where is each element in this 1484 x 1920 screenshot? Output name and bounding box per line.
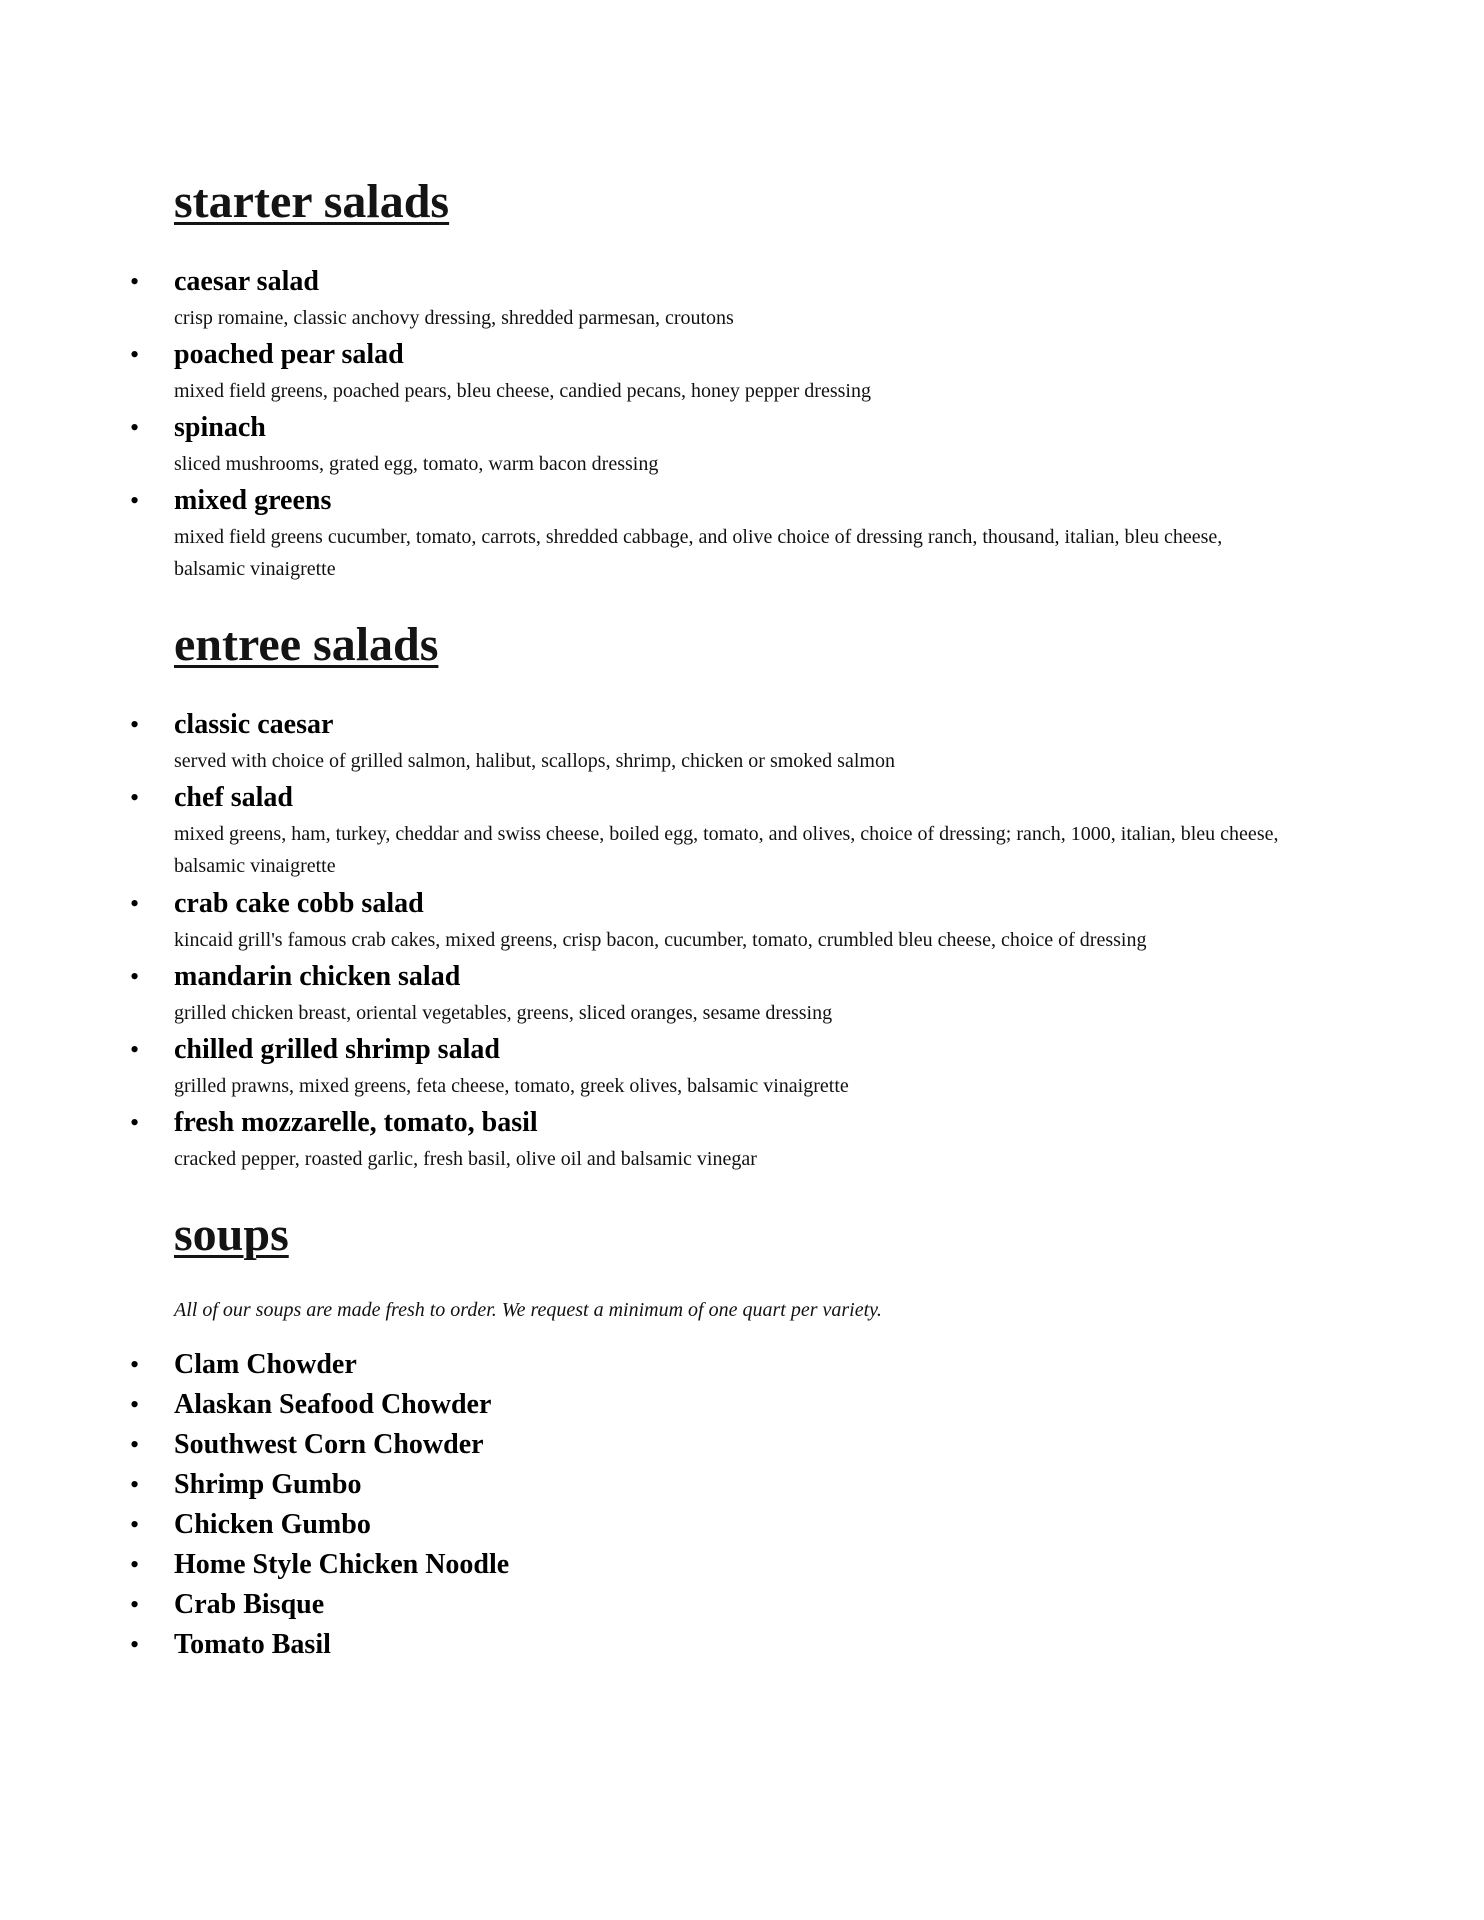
bullet-icon: • (130, 340, 140, 369)
list-item (0, 262, 1284, 335)
bullet-icon: • (130, 962, 140, 991)
item-name: Tomato Basil (174, 1629, 331, 1660)
item-name: caesar salad (174, 266, 319, 297)
item-description: kincaid grill's famous crab cakes, mixed greens, crisp bacon, cucumber, tomato, crumbled bleu cheese, choice of dressing (174, 929, 1147, 951)
bullet-icon: • (130, 1550, 140, 1579)
list-item (0, 1625, 1284, 1665)
item-name: Southwest Corn Chowder (174, 1429, 484, 1460)
item-name: Shrimp Gumbo (174, 1469, 362, 1500)
item-description: grilled chicken breast, oriental vegetables, greens, sliced oranges, sesame dressing (174, 1002, 833, 1024)
item-name: Crab Bisque (174, 1589, 325, 1620)
item-name: mixed greens (174, 485, 332, 516)
bullet-icon: • (130, 486, 140, 515)
bullet-icon: • (130, 413, 140, 442)
item-description: grilled prawns, mixed greens, feta cheese, tomato, greek olives, balsamic vinaigrette (174, 1075, 849, 1097)
bullet-icon: • (130, 1470, 140, 1499)
list-item (0, 778, 1284, 884)
bullet-icon: • (130, 1590, 140, 1619)
item-description: mixed field greens cucumber, tomato, carrots, shredded cabbage, and olive choice of dressing ranch, thousand, italian, bleu cheese, balsamic vinaigrette (174, 526, 1223, 580)
bullet-icon: • (130, 267, 140, 296)
list-item (0, 1465, 1284, 1505)
list-item (0, 1505, 1284, 1545)
bullet-icon: • (130, 1430, 140, 1459)
list-item (0, 335, 1284, 408)
item-name: poached pear salad (174, 339, 404, 370)
list-item (0, 1103, 1284, 1176)
item-description: cracked pepper, roasted garlic, fresh basil, olive oil and balsamic vinegar (174, 1148, 757, 1170)
list-item (0, 1545, 1284, 1585)
soups-note: All of our soups are made fresh to order. We request a minimum of one quart per variety. (174, 1299, 882, 1321)
starter-salads-list (0, 262, 1484, 586)
entree-salads-list (0, 705, 1484, 1176)
item-name: mandarin chicken salad (174, 961, 461, 992)
bullet-icon: • (130, 1350, 140, 1379)
soups-heading: soups (174, 1208, 289, 1261)
item-name: Chicken Gumbo (174, 1509, 371, 1540)
bullet-icon: • (130, 1390, 140, 1419)
list-item (0, 884, 1284, 957)
item-name: Clam Chowder (174, 1349, 357, 1380)
item-name: Alaskan Seafood Chowder (174, 1389, 492, 1420)
list-item (0, 1425, 1284, 1465)
bullet-icon: • (130, 1108, 140, 1137)
entree-salads-heading: entree salads (174, 618, 439, 671)
item-name: classic caesar (174, 709, 334, 740)
bullet-icon: • (130, 1035, 140, 1064)
item-name: crab cake cobb salad (174, 888, 424, 919)
item-description: served with choice of grilled salmon, halibut, scallops, shrimp, chicken or smoked salmon (174, 750, 895, 772)
list-item (0, 1030, 1284, 1103)
soups-list (0, 1345, 1484, 1665)
bullet-icon: • (130, 783, 140, 812)
item-name: Home Style Chicken Noodle (174, 1549, 510, 1580)
bullet-icon: • (130, 1510, 140, 1539)
bullet-icon: • (130, 1630, 140, 1659)
item-description: crisp romaine, classic anchovy dressing, shredded parmesan, croutons (174, 307, 734, 329)
bullet-icon: • (130, 889, 140, 918)
list-item (0, 481, 1284, 586)
list-item (0, 408, 1284, 481)
bullet-icon: • (130, 710, 140, 739)
item-name: chilled grilled shrimp salad (174, 1034, 500, 1065)
list-item (0, 1385, 1284, 1425)
item-name: chef salad (174, 782, 293, 813)
list-item (0, 957, 1284, 1030)
list-item (0, 1585, 1284, 1625)
list-item (0, 1345, 1284, 1385)
item-description: mixed greens, ham, turkey, cheddar and swiss cheese, boiled egg, tomato, and olives, choice of dressing; ranch, 1000, italian, bleu cheese, balsamic vinaigrette (174, 823, 1279, 877)
item-name: spinach (174, 412, 266, 443)
item-description: sliced mushrooms, grated egg, tomato, warm bacon dressing (174, 453, 659, 475)
item-description: mixed field greens, poached pears, bleu cheese, candied pecans, honey pepper dressing (174, 380, 871, 402)
list-item (0, 705, 1284, 778)
starter-salads-heading: starter salads (174, 175, 450, 228)
item-name: fresh mozzarelle, tomato, basil (174, 1107, 538, 1138)
